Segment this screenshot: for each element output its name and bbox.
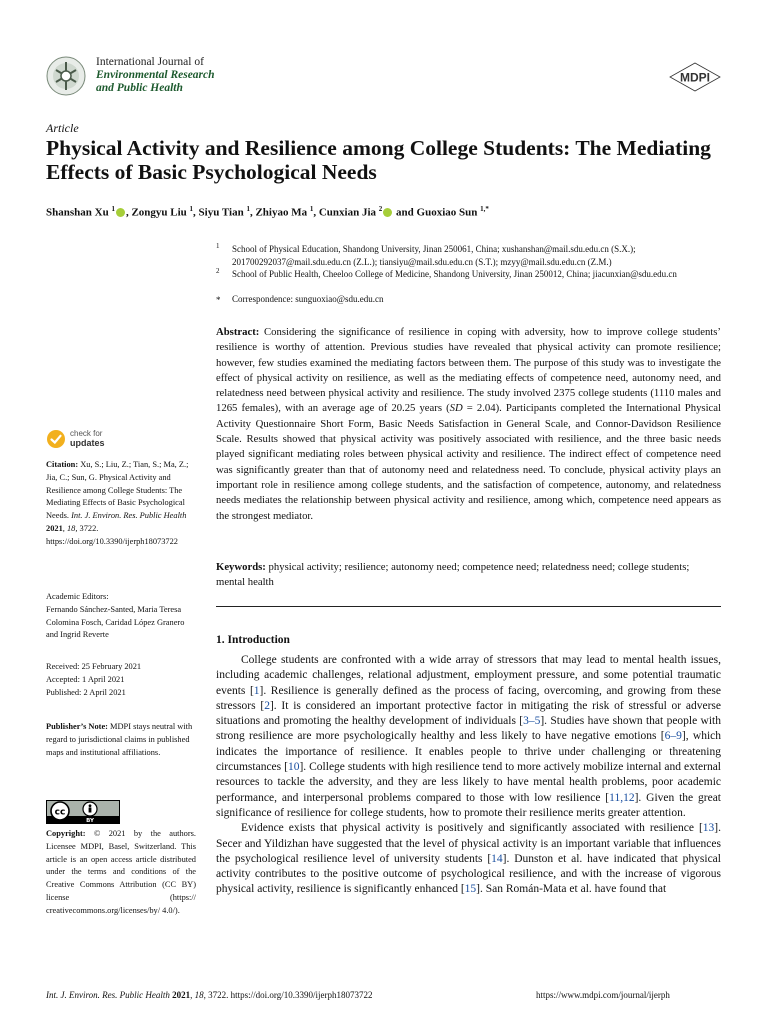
citation-journal: Int. J. Environ. Res. Public Health bbox=[71, 511, 187, 521]
citation-link[interactable]: 10 bbox=[287, 761, 300, 774]
paper-title: Physical Activity and Resilience among College Students: The Mediating Effects of Basic Psychological Needs bbox=[46, 136, 711, 184]
author-name: Siyu Tian bbox=[198, 206, 244, 219]
citation-doi[interactable]: 3722. https://doi.org/10.3390/ijerph18073722 bbox=[46, 523, 178, 546]
correspondence bbox=[216, 293, 726, 306]
body-text bbox=[216, 653, 721, 898]
paragraph-text: ]. Studies have shown that people with strong resilience are more psychologically healthy and less likely to have negative emotions [ bbox=[216, 715, 721, 743]
footer-doi: 3722. https://doi.org/10.3390/ijerph18073722 bbox=[205, 990, 373, 1000]
author-separator: , bbox=[313, 206, 319, 219]
paragraph-text: Evidence exists that physical activity is positively and significantly associated with resilience [ bbox=[241, 822, 703, 835]
author-separator: , bbox=[249, 206, 256, 219]
paragraph-2 bbox=[216, 821, 721, 897]
publisher-note-text: MDPI stays neutral with regard to jurisdictional claims in published maps and institutional affiliations. bbox=[46, 722, 193, 757]
check-updates-line1: check for bbox=[70, 429, 103, 438]
keywords-text: physical activity; resilience; autonomy need; competence need; relatedness need; college students; mental health bbox=[216, 561, 690, 589]
paragraph-text: ]. Secer and Yildizhan have suggested that the level of physical activity is an important variable that influences the psychological resilience level of university students [ bbox=[216, 822, 721, 865]
abstract bbox=[216, 325, 721, 524]
citation-block bbox=[46, 459, 196, 549]
academic-editors-names: Fernando Sánchez-Santed, Maria Teresa Colomina Fosch, Caridad López Granero and Ingrid Reverte bbox=[46, 604, 185, 640]
author-list bbox=[46, 205, 489, 219]
author-affiliation-sup: 2 bbox=[378, 205, 383, 213]
author-separator: , bbox=[125, 206, 132, 219]
footer-volume: , 18, bbox=[190, 990, 206, 1000]
author-affiliation-sup: 1 bbox=[309, 205, 314, 213]
copyright-block bbox=[46, 828, 196, 918]
citation-link[interactable]: 6–9 bbox=[664, 730, 682, 743]
affiliation-number: 1 bbox=[216, 242, 220, 250]
abstract-label: Abstract: bbox=[216, 326, 260, 338]
citation-year: 2021 bbox=[46, 523, 63, 533]
journal-name-line1: International Journal of bbox=[96, 56, 204, 68]
mdpi-logo bbox=[668, 62, 722, 92]
mdpi-logo-text: MDPI bbox=[680, 70, 710, 85]
journal-name-line3: and Public Health bbox=[96, 82, 183, 94]
paragraph-text: ]. Dunston et al. have indicated that physical activity contributes to the positive outcome of psychological resilience, and with the increase of vigorous physical activity, resilience is significantly enhanced [ bbox=[216, 852, 721, 896]
paragraph-text: ]. Given the great significance of resilience for college students, how to promote their resilience merits greater attention. bbox=[216, 791, 721, 819]
citation-volume: , 18, bbox=[62, 523, 78, 533]
author-name: Zhiyao Ma bbox=[255, 206, 308, 219]
paragraph-1 bbox=[216, 653, 721, 821]
citation-link[interactable]: 13 bbox=[702, 822, 715, 835]
abstract-sd: SD bbox=[449, 402, 463, 415]
footer-journal: Int. J. Environ. Res. Public Health bbox=[46, 990, 170, 1000]
author-name: Guoxiao Sun bbox=[416, 206, 478, 219]
abstract-text-1: Considering the significance of resilience in coping with adversity, how to improve college students’ resilience is worthy of attention. Previous studies have revealed that physical activity can promote resilience; however, few studies examined the mediating factors between them. The purpose of this study was to investigate the effect of physical activity on resilience, as well as the mediating effects of competence need, autonomy need, and relatedness need between physical activity and resilience. The study involved 2375 college students (1110 males and 1265 females), with an average age of 20.25 years ( bbox=[216, 326, 721, 415]
author-name: Shanshan Xu bbox=[46, 206, 109, 219]
check-for-updates-button[interactable] bbox=[46, 429, 126, 451]
citation-link[interactable]: 14 bbox=[491, 852, 503, 865]
author-affiliation-sup: 1 bbox=[111, 205, 115, 213]
article-type: Article bbox=[46, 121, 79, 135]
check-updates-icon bbox=[46, 429, 66, 449]
correspondence-text: Correspondence: sunguoxiao@sdu.edu.cn bbox=[232, 294, 384, 304]
correspondence-marker: * bbox=[216, 295, 221, 305]
author-name: Zongyu Liu bbox=[131, 206, 187, 219]
received-date: Received: 25 February 2021 bbox=[46, 662, 142, 671]
affiliation-1 bbox=[216, 243, 726, 268]
svg-text:BY: BY bbox=[86, 818, 94, 824]
author-separator: , bbox=[193, 206, 199, 219]
citation-link[interactable]: 1 bbox=[253, 684, 260, 697]
cc-by-license-icon[interactable] bbox=[46, 800, 120, 824]
paragraph-text: ]. College students with high resilience tend to more actively mobilize internal and external resources to tackle the adversity, and they are less likely to have mental health problems, poor academic performance, and interpersonal problems compared to those with low resilience [ bbox=[216, 761, 722, 804]
orcid-icon[interactable] bbox=[116, 208, 125, 217]
keywords-label: Keywords: bbox=[216, 561, 266, 573]
citation-link[interactable]: 15 bbox=[464, 883, 477, 896]
journal-name-line2: Environmental Research bbox=[96, 69, 215, 81]
publisher-note-label: Publisher’s Note: bbox=[46, 722, 108, 731]
abstract-text-2: = 2.04). Participants completed the International Physical Activity Questionnaire Short Form, Basic Needs Satisfaction in General Scale, and Connor-Davidson Resilience Scale. Results showed that physical activity was positively associated with resilience, and the three basic needs played significant mediating roles between physical activity and resilience. The indirect effect of competence need was significantly greater than that of autonomy need and relatedness need. To conclude, physical activity plays an important role in resilience among college students, and the satisfaction of competence, autonomy, and relatedness needs mediates the relationship between physical activity and resilience, among which, competence need appears as the strongest mediator. bbox=[216, 402, 721, 522]
affiliation-number: 2 bbox=[216, 267, 220, 275]
publisher-note bbox=[46, 721, 196, 759]
footer-journal-url[interactable]: https://www.mdpi.com/journal/ijerph bbox=[536, 990, 670, 1000]
author-separator: and bbox=[393, 206, 417, 219]
academic-editors-label: Academic Editors: bbox=[46, 592, 109, 601]
citation-text: Xu, S.; Liu, Z.; Tian, S.; Ma, Z.; Jia, C.; Sun, G. Physical Activity and Resilience among College Students: The Mediating Effects of Basic Psychological Needs. bbox=[46, 460, 189, 521]
citation-label: Citation: bbox=[46, 460, 79, 469]
accepted-date: Accepted: 1 April 2021 bbox=[46, 674, 125, 684]
journal-name bbox=[96, 56, 215, 95]
author-name: Cunxian Jia bbox=[318, 206, 377, 219]
section-heading: 1. Introduction bbox=[216, 634, 290, 646]
svg-text:cc: cc bbox=[54, 807, 66, 818]
footer-year: 2021 bbox=[169, 990, 191, 1000]
citation-link[interactable]: 11,12 bbox=[609, 791, 635, 804]
author-affiliation-sup: 1,* bbox=[480, 205, 489, 213]
affiliation-text: School of Physical Education, Shandong University, Jinan 250061, China; xushanshan@mail.sdu.edu.cn (S.X.); 201700292037@mail.sdu.edu.cn (Z.L.); tiansiyu@mail.sdu.edu.cn (S.T.); mzyy@mail.sdu.edu.cn (Z.M.) bbox=[232, 244, 636, 267]
journal-logo bbox=[46, 56, 86, 96]
footer-citation bbox=[46, 990, 372, 1000]
academic-editors bbox=[46, 591, 196, 642]
citation-link[interactable]: 3–5 bbox=[523, 715, 541, 728]
check-updates-line2: updates bbox=[70, 438, 105, 448]
author-affiliation-sup: 1 bbox=[189, 205, 194, 213]
affiliation-2 bbox=[216, 268, 726, 281]
published-date: Published: 2 April 2021 bbox=[46, 687, 126, 697]
publication-dates bbox=[46, 661, 196, 699]
citation-link[interactable]: 2 bbox=[264, 699, 270, 712]
copyright-label: Copyright: bbox=[46, 829, 86, 838]
paragraph-text: ]. It is considered an important protective factor in mitigating the risk of stressful or adverse situations and promoting the healthy development of individuals [ bbox=[216, 699, 721, 728]
paragraph-text: ]. Resilience is generally defined as the process of facing, overcoming, and growing from these stressors [ bbox=[216, 684, 721, 712]
author-affiliation-sup: 1 bbox=[246, 205, 250, 213]
paragraph-text: ], which indicates the importance of resilience. It enables people to thrive under challenging or threatening circumstances [ bbox=[216, 730, 721, 774]
keywords bbox=[216, 560, 721, 591]
orcid-icon[interactable] bbox=[383, 208, 392, 217]
paragraph-text: College students are confronted with a wide array of stressors that may lead to mental health issues, including academic challenges, relational adjustment, employment pressure, and some potential traumatic events [ bbox=[216, 654, 721, 697]
affiliation-text: School of Public Health, Cheeloo College of Medicine, Shandong University, Jinan 250012, China; jiacunxian@sdu.edu.cn bbox=[232, 269, 677, 279]
copyright-text: © 2021 by the authors. Licensee MDPI, Basel, Switzerland. This article is an open access article distributed under the terms and conditions of the Creative Commons Attribution (CC BY) license (https:// creativecommons.org/licenses/by/ 4.0/). bbox=[46, 829, 196, 915]
paragraph-text: ]. San Román-Mata et al. have found that bbox=[476, 883, 667, 896]
section-divider bbox=[216, 606, 721, 607]
